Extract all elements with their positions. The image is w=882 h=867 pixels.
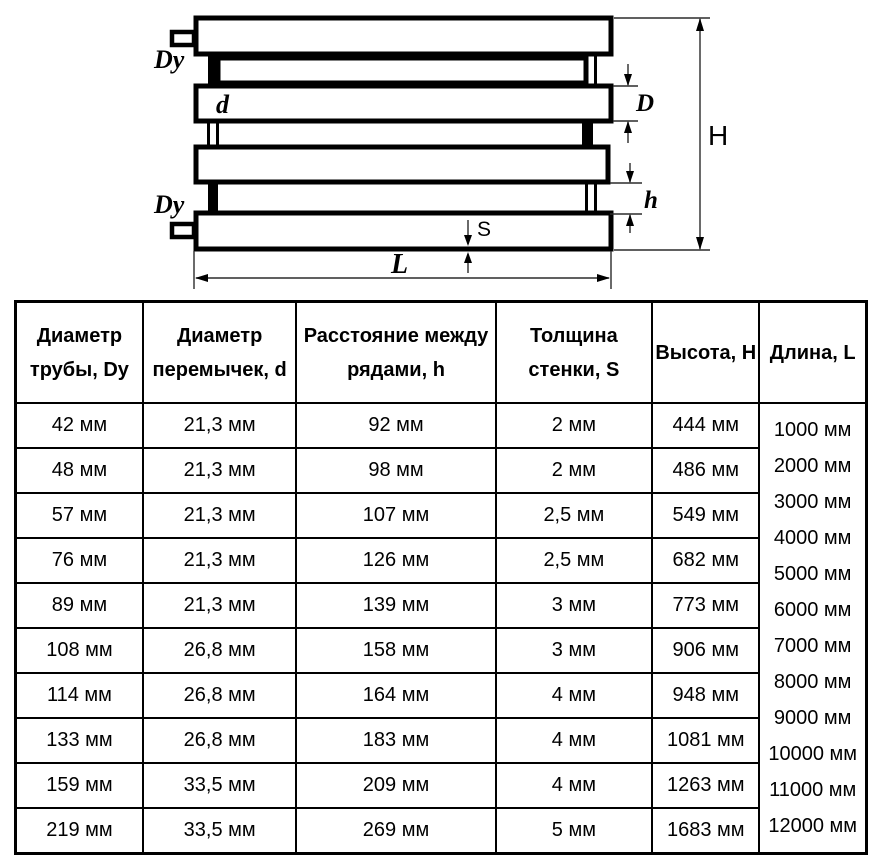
table-cell: 21,3 мм	[143, 538, 297, 583]
header-wall-thickness: Толщина стенки, S	[496, 302, 653, 404]
table-row	[16, 583, 867, 628]
header-height: Высота, H	[652, 302, 759, 404]
arrow-D-top	[624, 74, 632, 86]
table-cell: 158 мм	[296, 628, 495, 673]
arrow-h-top	[626, 171, 634, 183]
table-cell: 92 мм	[296, 403, 495, 448]
table-cell: 26,8 мм	[143, 718, 297, 763]
arrow-L-right	[597, 274, 610, 282]
table-cell: 3 мм	[496, 583, 653, 628]
header-jumper-diameter: Диаметр перемычек, d	[143, 302, 297, 404]
length-option: 12000 мм	[768, 815, 857, 837]
outlet-stub-bottom-left	[172, 224, 194, 237]
pipe-row-4	[196, 147, 608, 182]
table-cell: 486 мм	[652, 448, 759, 493]
table-cell: 76 мм	[16, 538, 143, 583]
pipe-row-5	[196, 213, 611, 249]
table-row	[16, 538, 867, 583]
table-cell: 139 мм	[296, 583, 495, 628]
table-row	[16, 448, 867, 493]
header-length: Длина, L	[759, 302, 866, 404]
table-cell: 1081 мм	[652, 718, 759, 763]
spec-table	[14, 300, 868, 855]
table-row	[16, 808, 867, 854]
arrow-L-left	[195, 274, 208, 282]
table-cell: 21,3 мм	[143, 583, 297, 628]
table-cell: 33,5 мм	[143, 763, 297, 808]
spec-table-head	[16, 302, 867, 404]
table-cell: 89 мм	[16, 583, 143, 628]
table-cell: 4 мм	[496, 718, 653, 763]
table-cell: 948 мм	[652, 673, 759, 718]
table-cell: 682 мм	[652, 538, 759, 583]
table-cell: 219 мм	[16, 808, 143, 854]
table-cell: 2 мм	[496, 403, 653, 448]
table-cell: 33,5 мм	[143, 808, 297, 854]
table-cell: 133 мм	[16, 718, 143, 763]
pipe-row-3	[196, 86, 611, 121]
header-row-spacing: Расстояние между рядами, h	[296, 302, 495, 404]
table-cell: 164 мм	[296, 673, 495, 718]
table-cell: 5 мм	[496, 808, 653, 854]
table-cell: 98 мм	[296, 448, 495, 493]
table-cell: 183 мм	[296, 718, 495, 763]
table-row	[16, 673, 867, 718]
arrow-h-bottom	[626, 214, 634, 226]
table-cell: 269 мм	[296, 808, 495, 854]
pipe-row-1	[196, 18, 611, 54]
table-cell: 4 мм	[496, 673, 653, 718]
register-drawing	[0, 0, 882, 296]
table-cell: 48 мм	[16, 448, 143, 493]
table-cell: 21,3 мм	[143, 493, 297, 538]
length-option: 3000 мм	[773, 491, 852, 513]
register-diagram	[0, 0, 882, 296]
spec-table-body	[16, 403, 867, 854]
table-cell: 26,8 мм	[143, 628, 297, 673]
length-option: 4000 мм	[773, 527, 852, 549]
table-cell: 159 мм	[16, 763, 143, 808]
dimension-h	[610, 163, 642, 233]
table-row	[16, 763, 867, 808]
label-H: H	[708, 120, 729, 151]
length-option: 11000 мм	[769, 779, 857, 801]
arrow-S-up	[464, 252, 472, 263]
table-cell: 4 мм	[496, 763, 653, 808]
length-option: 9000 мм	[773, 707, 852, 729]
table-cell: 1683 мм	[652, 808, 759, 854]
table-cell: 3 мм	[496, 628, 653, 673]
table-cell: 773 мм	[652, 583, 759, 628]
header-row	[16, 302, 867, 404]
label-Dy-top: Dy	[154, 45, 185, 74]
table-cell: 2,5 мм	[496, 493, 653, 538]
inlet-stub-top-left	[172, 32, 194, 45]
arrow-H-top	[696, 18, 704, 31]
table-row	[16, 403, 867, 448]
table-cell: 107 мм	[296, 493, 495, 538]
label-D: D	[636, 90, 655, 117]
pipe-row-2	[218, 58, 586, 83]
length-options-cell	[759, 403, 866, 854]
length-option: 2000 мм	[773, 455, 852, 477]
table-cell: 1263 мм	[652, 763, 759, 808]
table-cell: 549 мм	[652, 493, 759, 538]
table-cell: 2,5 мм	[496, 538, 653, 583]
table-cell: 444 мм	[652, 403, 759, 448]
length-option: 8000 мм	[773, 671, 852, 693]
label-S: S	[477, 218, 492, 241]
length-option: 5000 мм	[773, 563, 852, 585]
table-cell: 209 мм	[296, 763, 495, 808]
length-option: 6000 мм	[773, 599, 852, 621]
table-cell: 57 мм	[16, 493, 143, 538]
arrow-H-bottom	[696, 237, 704, 250]
table-cell: 26,8 мм	[143, 673, 297, 718]
length-option: 7000 мм	[773, 635, 852, 657]
length-option: 1000 мм	[773, 419, 852, 441]
table-cell: 21,3 мм	[143, 448, 297, 493]
arrow-D-bottom	[624, 121, 632, 133]
table-row	[16, 628, 867, 673]
table-cell: 42 мм	[16, 403, 143, 448]
table-row	[16, 493, 867, 538]
label-d: d	[216, 90, 229, 119]
table-cell: 114 мм	[16, 673, 143, 718]
length-option: 10000 мм	[768, 743, 857, 765]
label-L: L	[391, 249, 409, 280]
table-row	[16, 718, 867, 763]
label-h: h	[644, 187, 658, 214]
table-cell: 906 мм	[652, 628, 759, 673]
table-cell: 126 мм	[296, 538, 495, 583]
label-Dy-bottom: Dy	[154, 190, 185, 219]
header-pipe-diameter: Диаметр трубы, Dy	[16, 302, 143, 404]
table-cell: 2 мм	[496, 448, 653, 493]
table-cell: 21,3 мм	[143, 403, 297, 448]
table-cell: 108 мм	[16, 628, 143, 673]
